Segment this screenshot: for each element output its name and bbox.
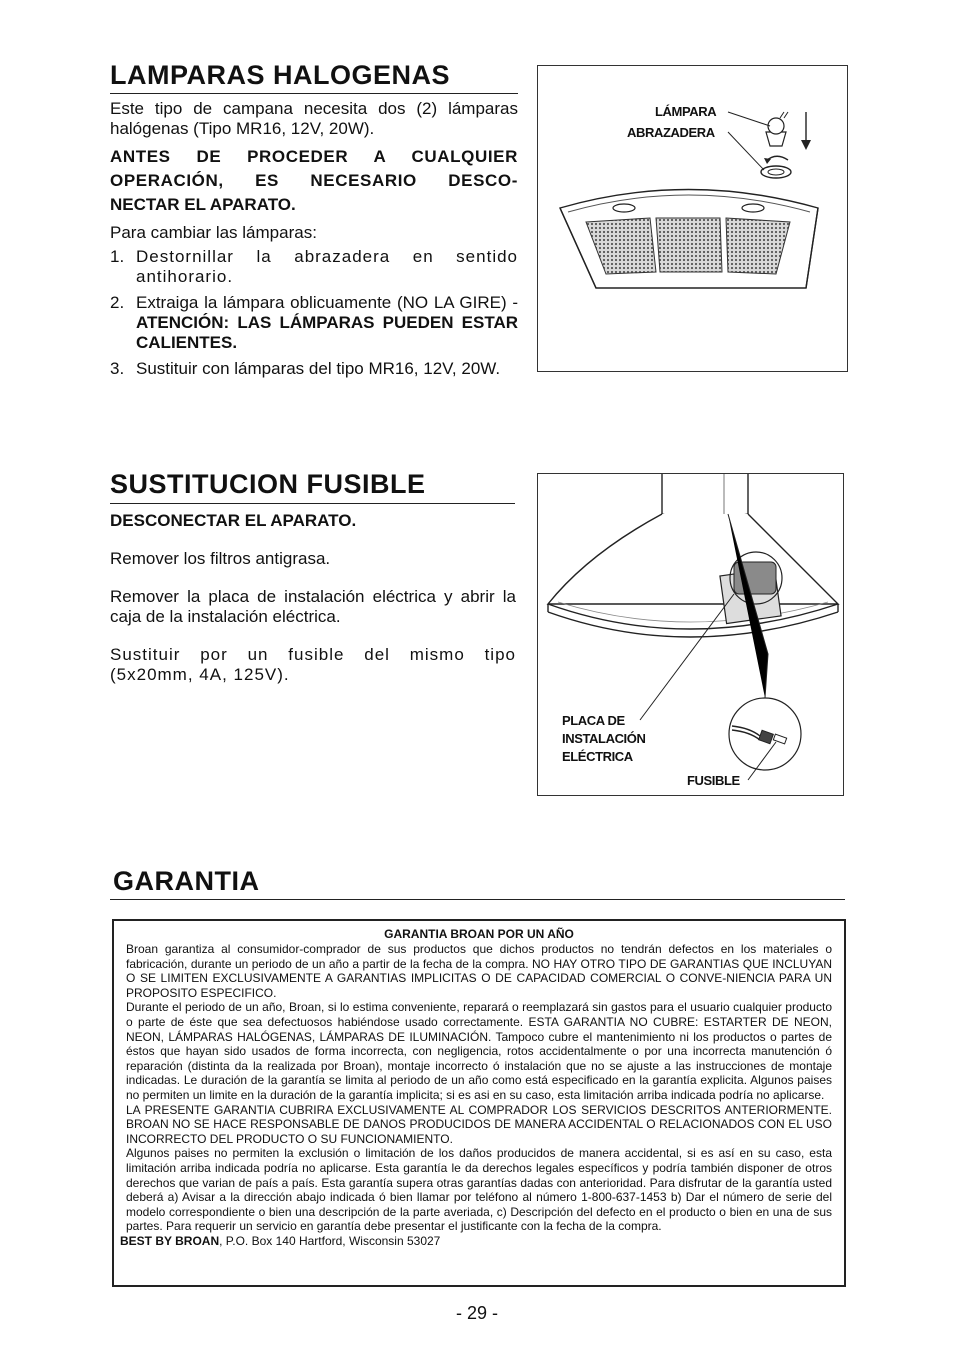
step-item	[110, 247, 518, 287]
step-warning: ATENCIÓN: LAS LÁMPARAS PUEDEN ESTAR CALIENTES.	[136, 313, 518, 352]
label-lamp: LÁMPARA	[655, 104, 717, 119]
section-title-fusible: SUSTITUCION FUSIBLE	[110, 469, 426, 499]
warning-line: OPERACIÓN, ES NECESARIO DESCO-	[110, 171, 518, 190]
lamparas-warning	[110, 145, 518, 217]
section-title-garantia: GARANTIA	[113, 866, 260, 896]
warranty-address: , P.O. Box 140 Hartford, Wisconsin 53027	[219, 1233, 441, 1248]
label-plate-line: INSTALACIÓN	[562, 731, 646, 746]
fusible-step: Remover los filtros antigrasa.	[110, 549, 331, 568]
lamparas-lead: Para cambiar las lámparas:	[110, 223, 317, 242]
warranty-title: GARANTIA BROAN POR UN AÑO	[384, 927, 574, 941]
step-number: 3.	[110, 359, 125, 378]
section-title-lamparas: LAMPARAS HALOGENAS	[110, 60, 451, 90]
title-rule	[110, 503, 515, 504]
page-number: - 29 -	[455, 1303, 498, 1323]
warranty-paragraph: Algunos paises no permiten la exclusión o limitación de los daños producidos de manera accidental, si es así en su caso, esta limitación arriba indicada podría no aplicarse. Esta garantía le da derechos legales específicos y podría también disponer de otros derechos que varian de país a país. Esta garantía supera otras garantías dadas con anterioridad. Para disfrutar de la garantía usted deberá a) Avisar a la dirección abajo indicada ó bien llamar por teléfono al número 1-800-637-1453 b) Dar el número de serie del modelo correspondiente o bien una descripción de la parte averiada, c) Descripción del defecto en el producto o bien en una de sus partes. Para requerir un servicio en garantía debe presentar el justificante con la fecha de la compra.	[126, 1146, 832, 1234]
step-number: 2.	[110, 293, 125, 312]
warranty-footer	[120, 1234, 832, 1249]
lamparas-body	[110, 99, 518, 385]
fusible-step: Remover la placa de instalación eléctrica y abrir la caja de la instalación eléctrica.	[110, 587, 516, 626]
warning-line: ANTES DE PROCEDER A CUALQUIER	[110, 147, 518, 166]
fusible-body	[110, 511, 516, 685]
warranty-company: BEST BY BROAN	[120, 1233, 220, 1248]
step-item	[110, 359, 518, 379]
figure-halogen-lamp	[537, 65, 848, 372]
fusible-step: Sustituir por un fusible del mismo tipo (5x20mm, 4A, 125V).	[110, 645, 516, 684]
label-fuse: FUSIBLE	[687, 773, 740, 788]
warranty-content	[120, 927, 832, 1249]
warranty-paragraph: Broan garantiza al consumidor-comprador de sus productos que dichos productos no tendrán defectos en los materiales o fabricación, durante un periodo de un año a partir de la fecha de la compra. NO HAY OTRO TIPO DE GARANTIAS QUE INCLUYAN O SE LIMITEN EXCLUSIVAMENTE A GARANTIAS IMPLICITAS O DE CAPACIDAD COMERCIAL O CONVE-NIENCIA PARA UN PROPOSITO ESPECIFICO.	[126, 942, 832, 1000]
warning-line: NECTAR EL APARATO.	[110, 195, 296, 214]
warranty-paragraph: LA PRESENTE GARANTIA CUBRIRA EXCLUSIVAMENTE AL COMPRADOR LOS SERVICIOS DESCRITOS ANTERIORMENTE. BROAN NO SE HACE RESPONSABLE DE DANOS PRODUCIDOS DE MANERA ACCIDENTAL O RELACIONADOS CON EL USO INCORRECTO DEL PRODUCTO O SU FUNCIONAMIENTO.	[126, 1102, 832, 1146]
title-rule	[110, 93, 518, 94]
warranty-box	[112, 919, 846, 1287]
step-text: Extraiga la lámpara oblicuamente (NO LA GIRE) -	[136, 293, 518, 312]
step-number: 1.	[110, 247, 125, 266]
step-item	[110, 293, 518, 353]
lamparas-steps	[110, 247, 518, 379]
step-text: Sustituir con lámparas del tipo MR16, 12V, 20W.	[136, 359, 501, 378]
lamparas-intro: Este tipo de campana necesita dos (2) lámparas halógenas (Tipo MR16, 12V, 20W).	[110, 99, 518, 138]
label-plate	[562, 712, 645, 766]
label-clamp: ABRAZADERA	[627, 125, 715, 140]
fusible-disconnect: DESCONECTAR EL APARATO.	[110, 511, 357, 530]
label-plate-line: ELÉCTRICA	[562, 749, 633, 764]
title-rule	[110, 899, 845, 900]
label-plate-line: PLACA DE	[562, 713, 625, 728]
warranty-paragraph: Durante el periodo de un año, Broan, si lo estima conveniente, reparará o reemplazará sin gastos para el usuario cualquier producto o parte de éste que sea defectuosos habiéndose usado correctamente. ESTA GARANTIA NO CUBRE: ESTARTER DE NEON, NEON, LÁMPARAS HALÓGENAS, LÁMPARAS DE ILUMINACIÓN. Tampoco cubre el mantenimiento ni los productos o partes de éstos que hayan sido usados de forma incorrecta, con negligencia, rotos accidentalmente o por una incorrecta manutención ó reparación (distinta da la realizada por Broan), montaje incorrecto ó instalación que no se ajuste a las instrucciones de montaje indicadas. Le duración de la garantía se limita al periodo de un año como está especificado en la garantía explicita. Algunos paises no permiten un limite en la duración de la garantía implicita; si es asi en su caso, esta limitación arriba indicada podría no aplicarse.	[126, 1000, 832, 1102]
step-text: Destornillar la abrazadera en sentido antihorario.	[136, 247, 518, 286]
figure-fuse	[537, 473, 844, 796]
